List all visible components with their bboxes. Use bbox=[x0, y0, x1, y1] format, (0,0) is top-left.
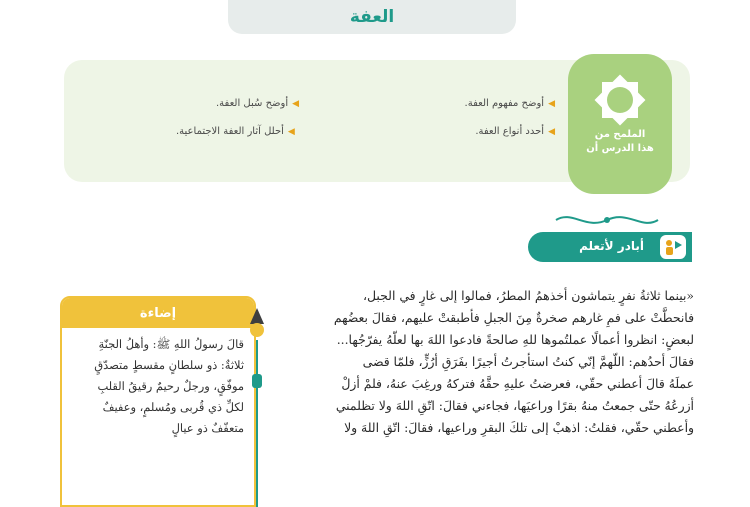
objective-item: ◀ أوضح سُبل العفة. bbox=[216, 98, 300, 109]
note-line: لكلِّ ذي قُربى ومُسلمٍ، وعفيفٌ bbox=[102, 400, 244, 414]
page-title: العفة bbox=[349, 7, 395, 27]
story-line: فقالَ أحدُهم: اللّهمَّ إنّي كنتُ استأجرتُ أجيرًا بفَرَقِ أرُزٍّ، فلمّا قضى bbox=[362, 354, 694, 369]
story-line: فانحطَّتْ على فمِ غارهم صخرةٌ مِنَ الجبلِ فأطبقتْ عليهم، فقالَ بعضُهم bbox=[333, 310, 694, 325]
bullet-icon: ◀ bbox=[548, 126, 555, 137]
page-title-tab bbox=[228, 0, 516, 34]
note-header bbox=[62, 298, 254, 328]
story-line: عملَهُ قالَ أعطني حقّي، فعرضتُ عليهِ حقَّهُ فتركهُ ورغِبَ عنهُ، فلمْ أزلْ bbox=[341, 376, 694, 391]
note-body bbox=[62, 328, 254, 439]
ornament-divider-icon bbox=[552, 208, 662, 232]
lamp-pin-icon bbox=[246, 306, 268, 507]
objective-item: ◀ أحدد أنواع العفة. bbox=[475, 126, 555, 137]
learn-heading-bar bbox=[528, 232, 692, 262]
learn-heading: أبادر لأتعلم bbox=[579, 239, 644, 253]
objective-item: ◀ أحلل آثار العفة الاجتماعية. bbox=[176, 126, 295, 137]
note-line: موفّقٍ، ورجلٌ رحيمٌ رقيقُ القلبِ bbox=[97, 379, 244, 393]
story-line: لبعضٍ: انظروا أعمالًا عملتُموها للهِ صالحةً فادعوا اللهَ بها لعلّهُ يفرّجُها... bbox=[336, 332, 694, 347]
story-text bbox=[268, 285, 694, 439]
bullet-icon: ◀ bbox=[287, 126, 295, 137]
note-box bbox=[60, 296, 256, 507]
bullet-icon: ◀ bbox=[548, 98, 555, 109]
story-line: «بينما ثلاثةُ نفرٍ يتماشون أخذهمُ المطرُ، فمالوا إلى غارٍ في الجبل، bbox=[363, 288, 694, 303]
note-line: متعفّفٌ ذو عيالٍ bbox=[171, 421, 244, 435]
lesson-goals-badge: الملمح من هذا الدرس أن bbox=[560, 48, 680, 198]
note-line: قالَ رسولُ اللهِ ﷺ: وأهلُ الجنّةِ bbox=[98, 337, 244, 351]
star-emblem-icon bbox=[592, 72, 648, 128]
note-title: إضاءة bbox=[139, 305, 177, 321]
note-line: ثلاثةٌ: ذو سلطانٍ مقسطٍ متصدّقٍ bbox=[94, 358, 244, 372]
story-line: أزرعُهُ حتّى جمعتُ منهُ بقرًا وراعيَها، فجاءني فقالَ: اتّقِ اللهَ ولا تظلمني bbox=[335, 398, 694, 413]
objective-item: ◀ أوضح مفهوم العفة. bbox=[464, 98, 555, 109]
bullet-icon: ◀ bbox=[292, 98, 300, 109]
learner-icon bbox=[660, 235, 686, 259]
story-line: وأعطني حقّي، فقلتُ: اذهبْ إلى تلكَ البقرِ وراعيها، فقالَ: اتّقِ اللهَ ولا bbox=[344, 420, 694, 435]
